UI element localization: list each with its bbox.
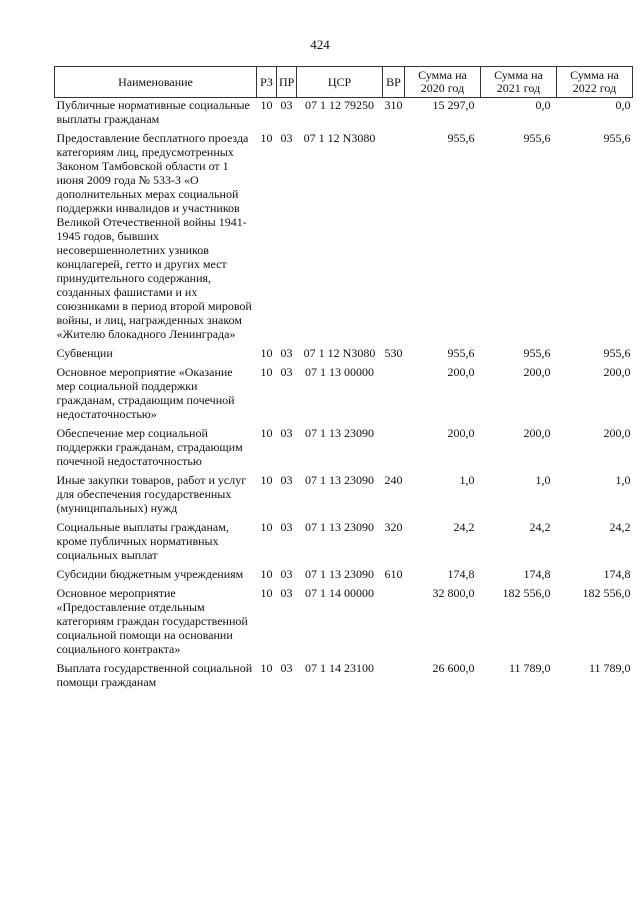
row-rz: 10 [260,365,273,379]
row-vr: 530 [384,346,403,360]
row-pr: 03 [280,473,293,487]
page-number: 424 [310,37,330,52]
row-sum-2021: 955,6 [523,131,551,145]
row-sum-2021: 200,0 [523,426,551,440]
row-rz: 10 [260,346,273,360]
row-csr: 07 1 14 00000 [305,586,374,600]
header-pr: ПР [277,67,297,98]
header-sum-2021: Сумма на 2021 год [481,67,557,98]
row-vr: 240 [384,473,403,487]
row-vr: 610 [384,567,403,581]
row-sum-2022: 174,8 [603,567,631,581]
row-vr: 320 [384,520,403,534]
row-sum-2022: 200,0 [603,365,631,379]
row-name: Социальные выплаты гражданам, кроме публичных нормативных социальных выплат [56,520,229,562]
row-sum-2020: 955,6 [447,346,475,360]
row-vr [383,131,405,346]
row-name: Обеспечение мер социальной поддержки гражданам, страдающим почечной недостаточностью [56,426,243,468]
row-sum-2020: 174,8 [447,567,475,581]
row-sum-2022: 955,6 [603,346,631,360]
row-name: Субсидии бюджетным учреждениям [56,567,244,581]
row-name: Выплата государственной социальной помощи гражданам [56,661,253,689]
row-pr: 03 [280,131,293,145]
row-name: Субвенции [56,346,113,360]
row-pr: 03 [280,346,293,360]
row-vr [383,586,405,661]
table-row [55,520,633,567]
row-sum-2020: 24,2 [453,520,475,534]
row-sum-2021: 0,0 [535,98,551,112]
table-row [55,473,633,520]
row-sum-2020: 26 600,0 [432,661,475,675]
row-sum-2020: 1,0 [459,473,475,487]
table-row [55,98,633,132]
row-csr: 07 1 14 23100 [305,661,374,675]
row-sum-2022: 182 556,0 [582,586,631,600]
row-sum-2020: 15 297,0 [432,98,475,112]
header-vr: ВР [383,67,405,98]
row-sum-2021: 24,2 [529,520,551,534]
table-row [55,586,633,661]
row-rz: 10 [260,567,273,581]
row-csr: 07 1 13 23090 [305,426,374,440]
row-sum-2022: 955,6 [603,131,631,145]
row-sum-2020: 32 800,0 [432,586,475,600]
row-pr: 03 [280,98,293,112]
row-name: Предоставление бесплатного проезда категориям лиц, предусмотренных Законом Тамбовской области от 1 июня 2009 года № 533-З «О дополнительных мерах социальной поддержки инвалидов и участников Великой Отечественной войны 1941-1945 годов, бывших несовершеннолетних узников концлагерей, гетто и других мест принудительного содержания, созданных фашистами и их союзниками в период второй мировой войны, и лиц, награжденных знаком «Жителю блокадного Ленинграда» [56,131,252,341]
row-sum-2021: 11 789,0 [508,661,551,675]
table-row [55,131,633,346]
row-csr: 07 1 12 N3080 [303,346,376,360]
row-rz: 10 [260,98,273,112]
header-rz: РЗ [257,67,277,98]
row-csr: 07 1 12 79250 [305,98,374,112]
row-pr: 03 [280,567,293,581]
row-vr [383,661,405,694]
row-sum-2021: 955,6 [523,346,551,360]
row-pr: 03 [280,426,293,440]
row-sum-2022: 1,0 [615,473,631,487]
row-csr: 07 1 13 23090 [305,567,374,581]
header-csr: ЦСР [297,67,383,98]
row-rz: 10 [260,586,273,600]
row-pr: 03 [280,661,293,675]
row-rz: 10 [260,426,273,440]
row-csr: 07 1 13 00000 [305,365,374,379]
row-sum-2022: 200,0 [603,426,631,440]
row-sum-2021: 200,0 [523,365,551,379]
row-csr: 07 1 13 23090 [305,473,374,487]
table-header [55,67,633,98]
row-name: Иные закупки товаров, работ и услуг для обеспечения государственных (муниципальных) нужд [56,473,247,515]
row-sum-2021: 182 556,0 [502,586,551,600]
row-vr: 310 [384,98,403,112]
row-rz: 10 [260,520,273,534]
row-rz: 10 [260,473,273,487]
row-sum-2021: 1,0 [535,473,551,487]
row-vr [383,365,405,426]
row-name: Основное мероприятие «Оказание мер социальной поддержки гражданам, страдающим почечной недостаточностью» [56,365,235,421]
header-sum-2022: Сумма на 2022 год [557,67,633,98]
row-sum-2022: 0,0 [615,98,631,112]
row-sum-2022: 24,2 [609,520,631,534]
budget-table [54,66,633,694]
row-csr: 07 1 12 N3080 [303,131,376,145]
table-row [55,365,633,426]
table-row [55,346,633,365]
table-row [55,661,633,694]
row-pr: 03 [280,586,293,600]
row-sum-2022: 11 789,0 [588,661,631,675]
row-pr: 03 [280,365,293,379]
row-sum-2020: 955,6 [447,131,475,145]
row-pr: 03 [280,520,293,534]
table-row [55,567,633,586]
row-vr [383,426,405,473]
row-name: Основное мероприятие «Предоставление отдельным категориям граждан государственной социальной помощи на основании социального контракта» [56,586,248,656]
row-name: Публичные нормативные социальные выплаты гражданам [56,98,250,126]
row-sum-2021: 174,8 [523,567,551,581]
header-sum-2020: Сумма на 2020 год [405,67,481,98]
row-rz: 10 [260,131,273,145]
row-sum-2020: 200,0 [447,365,475,379]
table-body [55,98,633,695]
row-rz: 10 [260,661,273,675]
header-name: Наименование [55,67,257,98]
row-sum-2020: 200,0 [447,426,475,440]
table-row [55,426,633,473]
row-csr: 07 1 13 23090 [305,520,374,534]
